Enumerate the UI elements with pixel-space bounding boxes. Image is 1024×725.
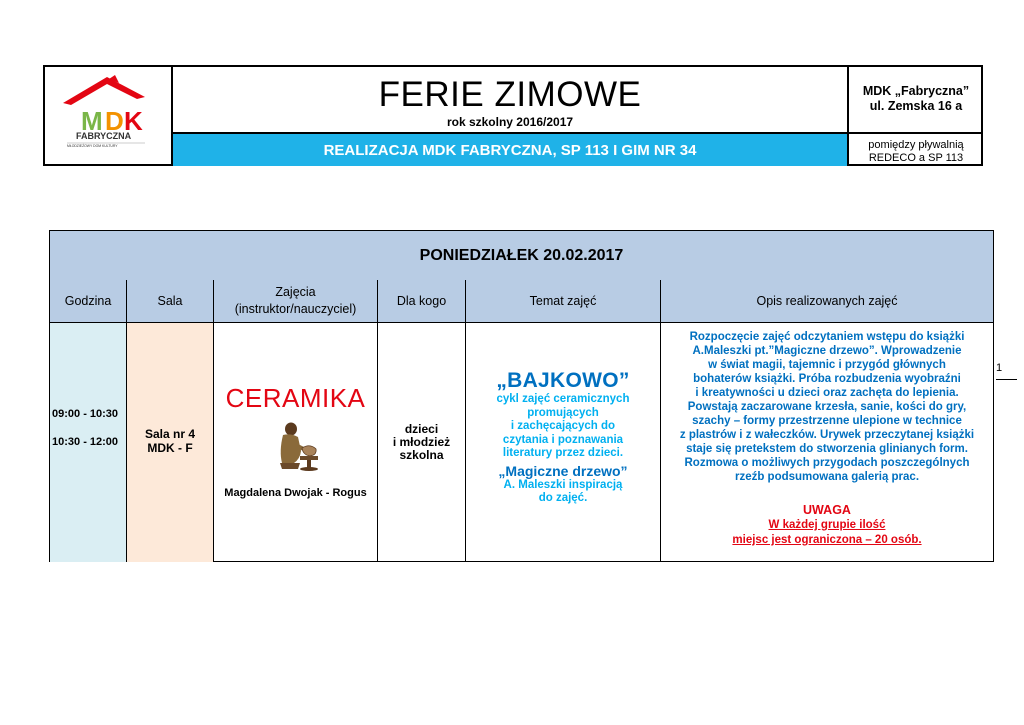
description-line: Rozmowa o możliwych przygodach poszczególnych (684, 457, 970, 469)
col-header-opis: Opis realizowanych zajęć (661, 280, 993, 323)
svg-text:K: K (124, 106, 143, 136)
instructor: Magdalena Dwojak - Rogus (224, 487, 367, 499)
address-cell (847, 67, 983, 166)
logo-cell (45, 67, 173, 166)
schedule-table (49, 230, 994, 562)
description (661, 330, 993, 484)
address-street: ul. Zemska 16 a (869, 99, 963, 113)
cell-temat (466, 323, 661, 562)
time-slot-2: 10:30 - 12:00 (52, 436, 119, 448)
topic-line: promujących (527, 406, 599, 419)
capacity-note (661, 503, 993, 548)
organizer-banner: REALIZACJA MDK FABRYCZNA, SP 113 I GIM NR 34 (173, 132, 847, 166)
col-header-dla-kogo: Dla kogo (378, 280, 466, 323)
topic-line: A. Maleszki inspiracją (503, 478, 623, 491)
svg-text:M: M (81, 106, 103, 136)
col-header-zajecia (214, 280, 378, 323)
day-heading: PONIEDZIAŁEK 20.02.2017 (50, 231, 993, 281)
topic-inspiration (466, 479, 660, 506)
col-header-zajecia-sub: (instruktor/nauczyciel) (234, 302, 357, 316)
note-line-1: W każdej grupie ilość (768, 519, 886, 531)
location-line-2: REDECO a SP 113 (868, 152, 964, 164)
page-title: FERIE ZIMOWE (378, 75, 642, 114)
col-header-godzina: Godzina (50, 280, 127, 323)
topic-line: cykl zajęć ceramicznych (496, 393, 630, 405)
audience-line-3: szkolna (399, 448, 444, 462)
audience (378, 423, 465, 462)
description-line: staje się pretekstem do stworzenia glinianych form. (686, 443, 968, 455)
cell-godzina (50, 323, 127, 562)
description-line: Powstają zaczarowane krzesła, sanie, kości do gry, (687, 401, 967, 413)
cell-zajecia (214, 323, 378, 562)
header-box (43, 65, 983, 166)
address-name: MDK „Fabryczna” (862, 84, 970, 98)
col-header-zajecia-label: Zajęcia (275, 285, 316, 299)
note-line-2: miejsc jest ograniczona – 20 osób. (732, 534, 922, 546)
room-number: Sala nr 4 (144, 427, 196, 441)
description-line: Rozpoczęcie zajęć odczytaniem wstępu do książki (689, 331, 965, 343)
room (127, 427, 213, 455)
svg-text:D: D (105, 106, 124, 136)
potter-icon (274, 421, 320, 471)
cell-dla-kogo (378, 323, 466, 562)
svg-text:FABRYCZNA: FABRYCZNA (76, 131, 132, 141)
location-note (849, 132, 983, 166)
description-line: szachy – formy przestrzenne ulepione w technice (692, 415, 962, 427)
activity-name: CERAMIKA (225, 383, 366, 413)
mdk-logo-icon (45, 67, 169, 164)
topic (466, 369, 660, 506)
description-line: rzeźb podsumowana galerią prac. (734, 471, 920, 483)
topic-line: i zachęcających do (510, 420, 616, 432)
audience-line-2: i młodzież (392, 435, 451, 449)
description-line: z plastrów i z wałeczków. Urywek przeczytanej książki (679, 429, 975, 441)
room-building: MDK - F (147, 441, 193, 455)
topic-description (466, 393, 660, 461)
description-line: i kreatywności u dzieci oraz zachęta do lepienia. (695, 387, 959, 399)
note-title: UWAGA (803, 503, 851, 517)
time-slot-1: 09:00 - 10:30 (52, 408, 119, 420)
topic-line: czytania i poznawania (502, 433, 624, 446)
page-number-rule (996, 379, 1017, 380)
page-number: 1 (996, 362, 1003, 374)
cell-sala (127, 323, 214, 562)
description-line: bohaterów książki. Próba rozbudzenia wyobraźni (693, 373, 961, 385)
topic-line: do zajęć. (538, 492, 588, 504)
location-line-1: pomiędzy pływalnią (868, 139, 964, 151)
topic-line: literatury przez dzieci. (502, 447, 624, 459)
col-header-sala: Sala (127, 280, 214, 323)
cell-opis (661, 323, 993, 562)
topic-title: „BAJKOWO” (496, 369, 630, 392)
description-line: A.Maleszki pt.”Magiczne drzewo”. Wprowadzenie (692, 345, 962, 357)
audience-line-1: dzieci (404, 422, 439, 436)
title-cell (173, 67, 847, 132)
topic-book: „Magiczne drzewo” (498, 462, 628, 479)
address (849, 67, 983, 132)
col-header-temat: Temat zajęć (466, 280, 661, 323)
school-year: rok szkolny 2016/2017 (446, 115, 574, 129)
svg-text:MŁODZIEŻOWY DOM KULTURY: MŁODZIEŻOWY DOM KULTURY (67, 144, 118, 148)
description-line: w świat magii, tajemnic i przygód głównych (708, 359, 946, 371)
